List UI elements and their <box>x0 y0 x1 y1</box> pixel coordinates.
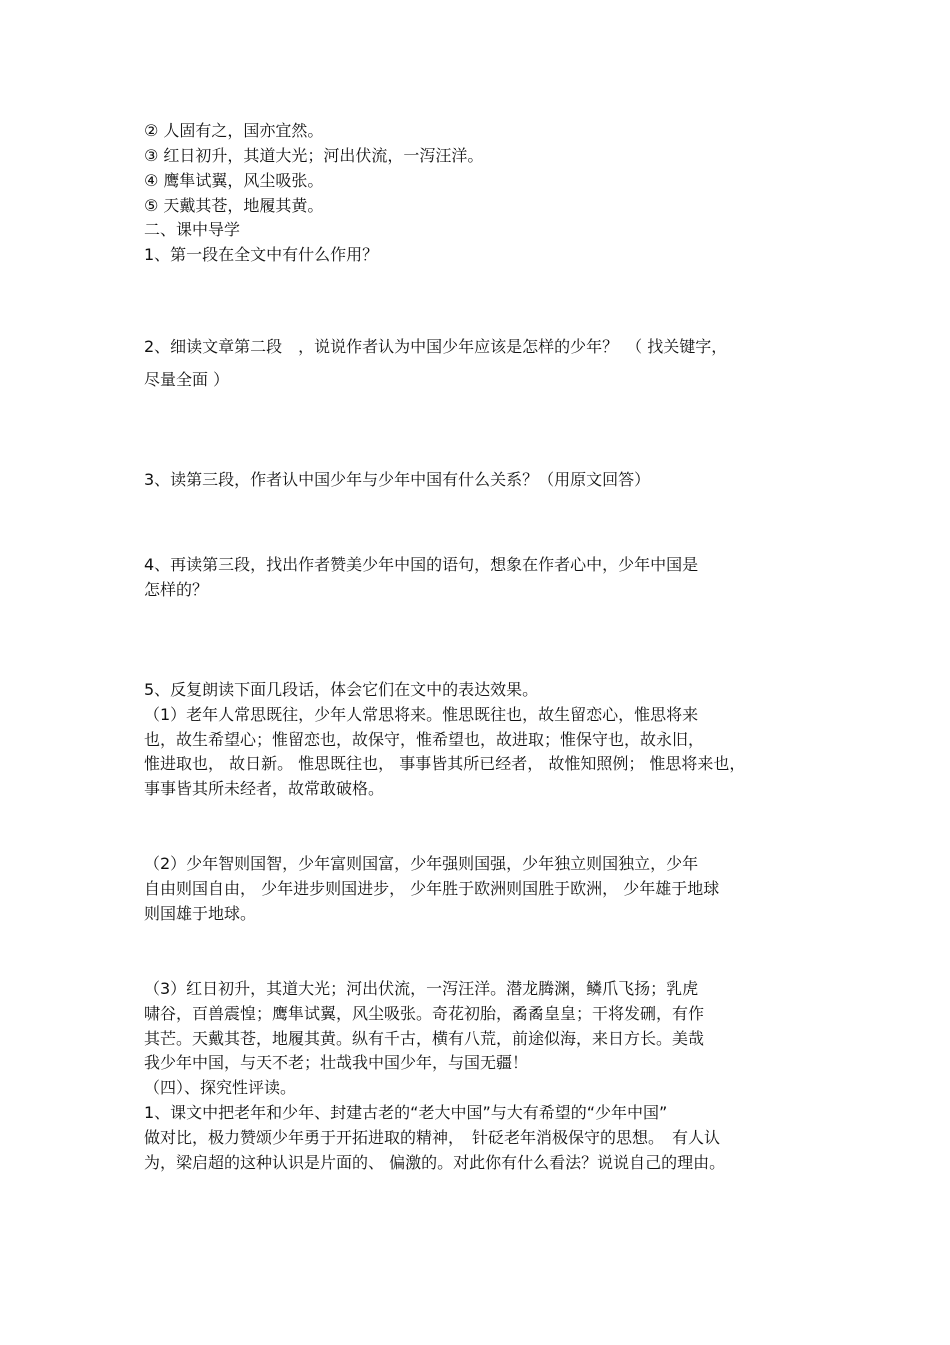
passage-3-line-3: 其芒。天戴其苍，地履其黄。纵有千古，横有八荒，前途似海，来日方长。美哉 <box>144 1029 705 1048</box>
passage-1-line-4: 事事皆其所未经者，故常敢破格。 <box>144 779 385 798</box>
question-3: 3、读第三段，作者认中国少年与少年中国有什么关系？（用原文回答） <box>144 470 651 489</box>
section-heading-evaluation: （四）、探究性评读。 <box>144 1078 297 1097</box>
evaluation-question-1-cont: 做对比，极力赞颂少年勇于开拓进取的精神， 针砭老年消极保守的思想。 有人认 <box>144 1128 721 1147</box>
passage-3-line-2: 啸谷，百兽震惶；鹰隼试翼，风尘吸张。奇花初胎，矞矞皇皇；干将发硎，有作 <box>144 1004 705 1023</box>
passage-3-line-4: 我少年中国，与天不老；壮哉我中国少年，与国无疆！ <box>144 1053 529 1072</box>
section-heading-in-class: 二、课中导学 <box>144 220 241 239</box>
evaluation-question-1-end: 为，梁启超的这种认识是片面的、 偏激的。对此你有什么看法？说说自己的理由。 <box>144 1153 726 1172</box>
question-4-cont: 怎样的？ <box>144 580 209 599</box>
quote-line-2: ② 人固有之，国亦宜然。 <box>144 121 324 140</box>
question-1: 1、第一段在全文中有什么作用？ <box>144 245 379 264</box>
passage-2-line-3: 则国雄于地球。 <box>144 904 257 923</box>
passage-2-line-1: （2）少年智则国智，少年富则国富，少年强则国强，少年独立则国独立，少年 <box>144 854 699 873</box>
passage-1-line-3: 惟进取也， 故日新。 惟思既往也， 事事皆其所已经者， 故惟知照例； 惟思将来也， <box>144 754 746 773</box>
quote-line-3: ③ 红日初升，其道大光；河出伏流，一泻汪洋。 <box>144 146 484 165</box>
question-4: 4、再读第三段，找出作者赞美少年中国的语句，想象在作者心中，少年中国是 <box>144 555 699 574</box>
question-2-cont: 尽量全面 ） <box>144 370 230 389</box>
passage-1-line-1: （1）老年人常思既往，少年人常思将来。惟思既往也，故生留恋心，惟思将来 <box>144 705 699 724</box>
question-2: 2、细读文章第二段 ，说说作者认为中国少年应该是怎样的少年？ （ 找关键字， <box>144 337 728 356</box>
passage-1-line-2: 也，故生希望心；惟留恋也，故保守，惟希望也，故进取；惟保守也，故永旧， <box>144 730 705 749</box>
passage-2-line-2: 自由则国自由， 少年进步则国进步， 少年胜于欧洲则国胜于欧洲， 少年雄于地球 <box>144 879 720 898</box>
question-5: 5、反复朗读下面几段话，体会它们在文中的表达效果。 <box>144 680 539 699</box>
quote-line-4: ④ 鹰隼试翼，风尘吸张。 <box>144 171 324 190</box>
evaluation-question-1: 1、课文中把老年和少年、封建古老的“老大中国”与大有希望的“少年中国” <box>144 1103 668 1122</box>
passage-3-line-1: （3）红日初升，其道大光；河出伏流，一泻汪洋。潜龙腾渊，鳞爪飞扬；乳虎 <box>144 979 699 998</box>
quote-line-5: ⑤ 天戴其苍，地履其黄。 <box>144 196 324 215</box>
